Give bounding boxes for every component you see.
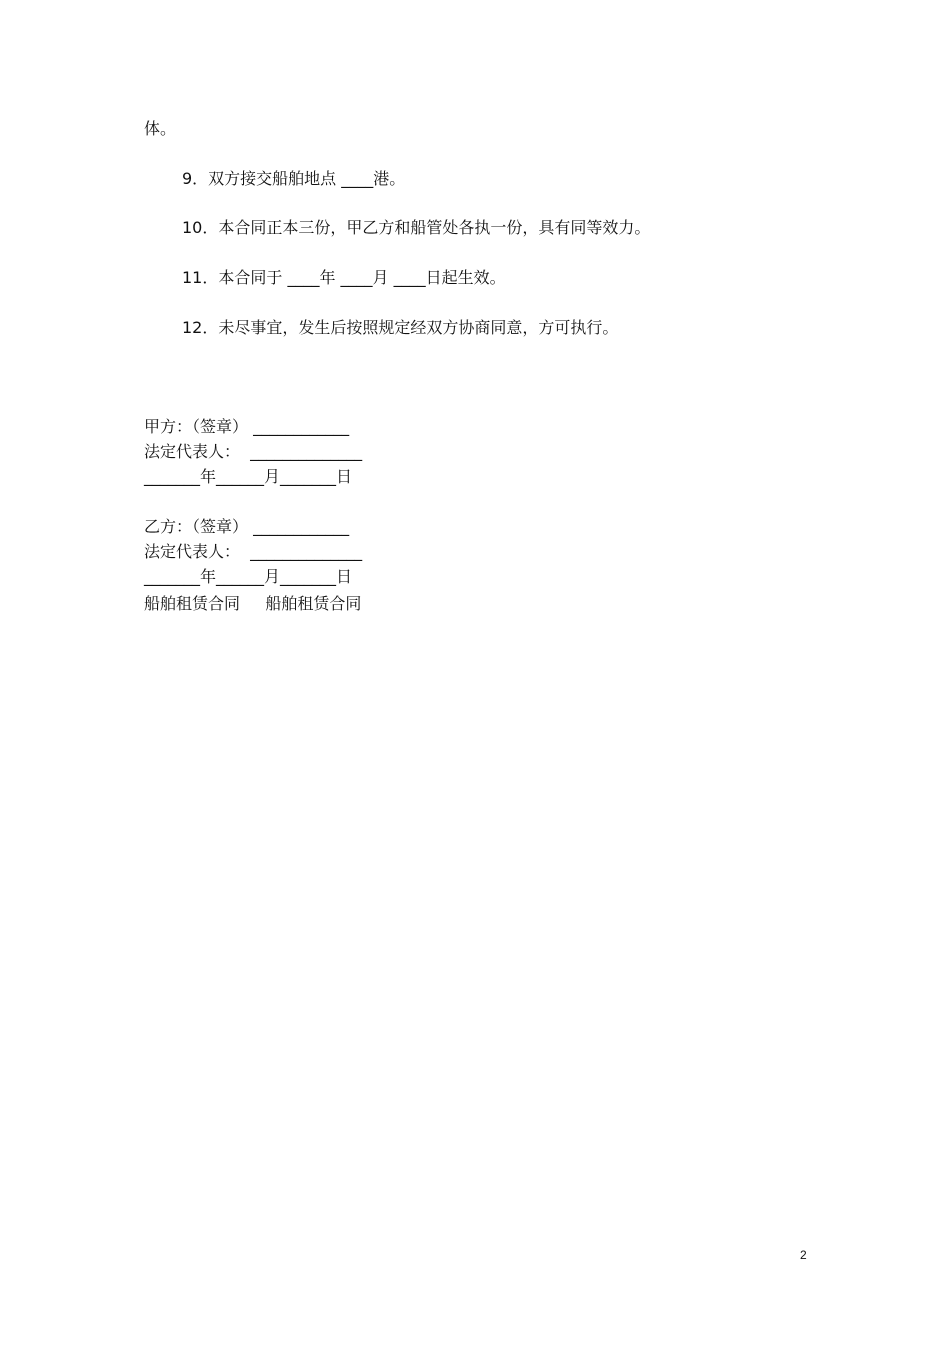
party-b-representative: 法定代表人： ______________ [144, 542, 363, 561]
clause-10: 10．本合同正本三份，甲乙方和船管处各执一份，具有同等效力。 [182, 218, 651, 237]
footer-title: 船舶租赁合同 船舶租赁合同 [144, 594, 362, 613]
party-a-seal: 甲方：（签章） ____________ [144, 417, 350, 436]
clause-11: 11．本合同于 ____年 ____月 ____日起生效。 [182, 268, 506, 287]
clause-12: 12．未尽事宜，发生后按照规定经双方协商同意，方可执行。 [182, 318, 619, 337]
page-number: 2 [800, 1248, 807, 1262]
party-a-date: _______年______月_______日 [144, 467, 353, 486]
party-b-date: _______年______月_______日 [144, 567, 353, 586]
clause-9: 9．双方接交船舶地点 ____港。 [182, 169, 406, 188]
party-b-seal: 乙方：（签章） ____________ [144, 517, 350, 536]
party-a-representative: 法定代表人： ______________ [144, 442, 363, 461]
continuation-text: 体。 [144, 119, 177, 138]
